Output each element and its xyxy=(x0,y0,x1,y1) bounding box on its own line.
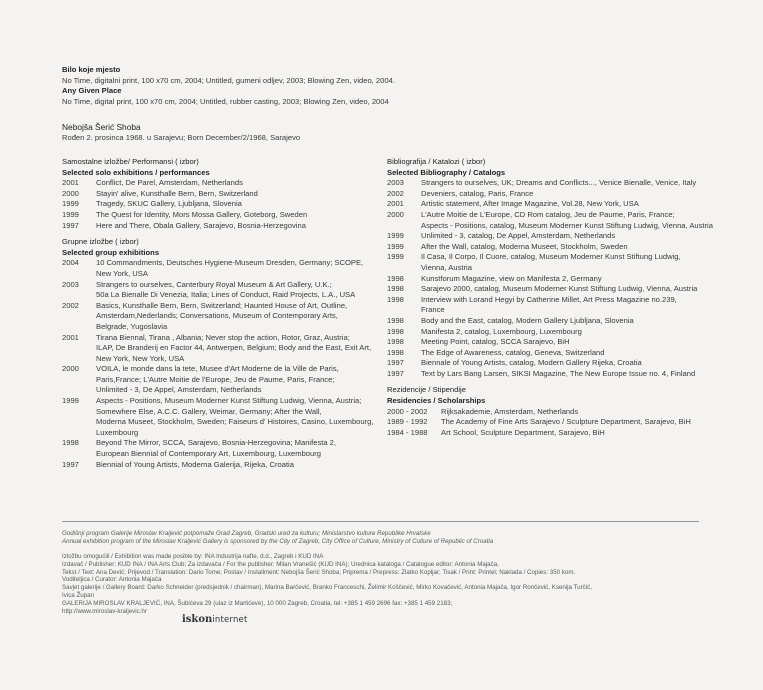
credit-line: Izložbu omogućili / Exhibition was made posible by: INA Industrija nafte, d.d., Zagreb i KUD INA xyxy=(62,553,324,560)
group-year: 2000 xyxy=(62,364,79,374)
biblio-year: 1997 xyxy=(387,358,404,368)
iskon-internet-logo xyxy=(182,614,248,625)
biblio-text: Il Casa, Il Corpo, Il Cuore, catalog, Museum Moderner Kunst Stiftung Ludwig, xyxy=(421,252,681,262)
biblio-year: 1999 xyxy=(387,252,404,262)
group-text: Tirana Biennal, Tirana , Albania; Never stop the action, Rotor, Graz, Austria; xyxy=(96,332,350,342)
residency-text: The Academy of Fine Arts Sarajevo / Sculpture Department, Sarajevo, BiH xyxy=(441,417,691,427)
group-heading-en: Selected group exhibitions xyxy=(62,247,160,257)
solo-text: Stayin' alive, Kunsthalle Bern, Bern, Switzerland xyxy=(96,188,258,198)
solo-year: 1999 xyxy=(62,209,79,219)
biblio-year: 1999 xyxy=(387,231,404,241)
credits xyxy=(62,553,592,615)
group-text-cont: New York, USA xyxy=(96,268,148,278)
biblio-row xyxy=(387,348,707,359)
group-text-cont: European Biennial of Contemporary Art, Luxembourg, Luxembourg xyxy=(96,449,321,459)
credit-line: Savjet galerije / Gallery Board: Darko Schneider (predsjednik / chairman), Marina Barčević, Branko Franceschi, Želimir Koščević, Mirko Kovačević, Antonia Majača, Igor Rončević, Ksenija Turčić, xyxy=(62,584,592,592)
residency-year: 2000 - 2002 xyxy=(387,406,428,416)
residency-year: 1984 - 1988 xyxy=(387,427,428,437)
credit-line: Ivica Župan xyxy=(62,591,94,599)
group-text-cont: ILAP, De Branderij en Factor 44, Antwerpen, Belgium; Body and the East, Exit Art, xyxy=(96,343,372,353)
biblio-text: Artistic statement, After Image Magazine, Vol.28, New York, USA xyxy=(421,199,639,209)
biblio-text: Manifesta 2, catalog, Luxembourg, Luxembourg xyxy=(421,326,582,336)
solo-text: Tragedy, SKUC Gallery, Ljubljana, Slovenia xyxy=(96,199,242,209)
biblio-text: L'Autre Moitie de L'Europe, CD Rom catalog, Jeu de Paume, Paris, France; xyxy=(421,209,675,219)
group-text: Beyond The Mirror, SCCA, Sarajevo, Bosnia-Herzegovina; Manifesta 2, xyxy=(96,438,337,448)
biblio-row xyxy=(387,369,707,380)
solo-heading-hr: Samostalne izložbe/ Performansi ( izbor) xyxy=(62,157,199,166)
biblio-text-cont: Vienna, Austria xyxy=(421,262,472,272)
group-year: 2004 xyxy=(62,258,79,268)
solo-year: 1999 xyxy=(62,199,79,209)
biblio-text: Strangers to ourselves, UK; Dreams and Conflicts..., Venice Bienalle, Venice, Italy xyxy=(421,178,697,188)
biblio-year: 1998 xyxy=(387,315,404,325)
group-row xyxy=(62,460,382,471)
artist-section xyxy=(62,122,300,143)
biblio-text: Kunstforum Magazine, view on Manifesta 2, Germany xyxy=(421,273,602,283)
biblio-text: After the Wall, catalog, Moderna Museet, Stockholm, Sweden xyxy=(421,241,628,251)
solo-text: The Quest for Identity, Mors Mossa Gallery, Goteborg, Sweden xyxy=(96,209,308,219)
solo-row xyxy=(62,199,382,210)
biblio-text: Deveniers, catalog, Paris, France xyxy=(421,188,534,198)
residency-text: Rijksakademie, Amsterdam, Netherlands xyxy=(441,406,579,416)
group-row xyxy=(62,438,382,449)
logo-sub: internet xyxy=(212,615,248,625)
group-year: 2003 xyxy=(62,279,79,289)
residency-text: Art School, Sculpture Department, Sarajevo, BiH xyxy=(441,427,605,437)
biblio-row xyxy=(387,252,707,263)
group-text: Aspects - Positions, Museum Moderner Kunst Stiftung Ludwig, Vienna, Austria; xyxy=(96,396,362,406)
solo-row xyxy=(62,210,382,221)
biblio-year: 1998 xyxy=(387,294,404,304)
group-year: 1997 xyxy=(62,459,79,469)
residency-year: 1989 - 1992 xyxy=(387,417,428,427)
biblio-row xyxy=(387,327,707,338)
group-text-cont: Moderna Museet, Stockholm, Sweden; Faiseurs d' Histoires, Casino, Luxembourg, xyxy=(96,417,374,427)
intro-section xyxy=(62,65,395,107)
biblio-list xyxy=(387,178,713,379)
group-list xyxy=(62,258,382,470)
biblio-year: 1998 xyxy=(387,284,404,294)
biblio-year: 1998 xyxy=(387,273,404,283)
biblio-row xyxy=(387,295,707,306)
solo-year: 2001 xyxy=(62,178,79,188)
group-text: Strangers to ourselves, Canterbury Royal Museum & Art Gallery, U.K.; xyxy=(96,279,332,289)
group-row xyxy=(62,333,382,344)
residencies-heading-en: Residencies / Scholarships xyxy=(387,396,486,406)
biblio-year: 1999 xyxy=(387,241,404,251)
residency-row xyxy=(387,417,707,428)
biblio-year: 1998 xyxy=(387,347,404,357)
biblio-row xyxy=(387,337,707,348)
biblio-year: 2000 xyxy=(387,209,404,219)
biblio-row xyxy=(387,316,707,327)
residency-row xyxy=(387,407,707,418)
group-text-cont: Luxembourg xyxy=(96,427,139,437)
credit-line: GALERIJA MIROSLAV KRALJEVIĆ, INA, Šubićeva 29 (ulaz iz Martićeve), 10 000 Zagreb, Croatia, tel: +385 1 459 2696 fax: +385 1 459 2183; xyxy=(62,599,453,607)
group-year: 1998 xyxy=(62,438,79,448)
group-text-cont: 50a La Bienalle Di Venezia, Italia; Lines of Conduct, Raid Projects, L.A., USA xyxy=(96,290,356,300)
intro-text-en: No Time, digital print, 100 x70 cm, 2004; Untitled, rubber casting, 2003; Blowing Zen, video, 2004 xyxy=(62,96,389,106)
group-text-cont: New York, New York, USA xyxy=(96,353,185,363)
group-row xyxy=(62,301,382,312)
biblio-row xyxy=(387,231,707,242)
group-row xyxy=(62,396,382,407)
biblio-row xyxy=(387,210,707,221)
biblio-text: Body and the East, catalog, Modern Gallery Ljubljana, Slovenia xyxy=(421,315,634,325)
group-heading-hr: Grupne izložbe ( izbor) xyxy=(62,237,139,247)
credit-line: Tekst / Text: Ana Dević; Prijevod / Translation: Dario Tome; Postav / Installment: Nebojša Šerić Shoba; Priprema / Prepress: Zlatko Kopljar; Tisak / Print: Printel; Naklada / Copies: 350 kom. xyxy=(62,568,576,576)
residency-row xyxy=(387,428,707,439)
residencies-list xyxy=(387,407,707,439)
biblio-text: Interview with Lorand Hegyi by Catherine Millet, Art Press Magazine no.239, xyxy=(421,294,677,304)
group-text: Basics, Kunsthalle Bern, Bern, Switzerland; Haunted House of Art, Outline, xyxy=(96,300,348,310)
biblio-row xyxy=(387,284,707,295)
solo-heading-en: Selected solo exhibitions / performances xyxy=(62,167,210,177)
footer-divider xyxy=(62,521,699,522)
group-text: Biennial of Young Artists, Moderna Galerija, Rijeka, Croatia xyxy=(96,459,294,469)
biblio-row xyxy=(387,242,707,253)
program-hr: Godišnji program Galerije Miroslav Kraljević potpomaže Grad Zagreb, Gradski ured za kulturu; Ministarstvo kulture Republike Hrvatske xyxy=(62,530,431,537)
credit-line: http://www.miroslav-kraljevic.hr xyxy=(62,607,147,615)
biblio-year: 1998 xyxy=(387,337,404,347)
solo-row xyxy=(62,189,382,200)
program-en: Annual exhibition program of the Miroslav Kraljević Gallery is sponsored by the City of Zagreb, City Office of Culture, Ministry of Culture of Republic of Croatia xyxy=(62,538,494,545)
group-text-cont: Unlimited - 3, De Appel, Amsterdam, Netherlands xyxy=(96,385,262,395)
biblio-heading-en: Selected Bibliography / Catalogs xyxy=(387,167,506,177)
artist-birth: Rođen 2. prosinca 1968. u Sarajevu; Born December/2/1968, Sarajevo xyxy=(62,132,301,142)
group-text-cont: Belgrade, Yugoslavia xyxy=(96,321,168,331)
group-year: 2001 xyxy=(62,332,79,342)
residencies-heading-hr: Rezidencije / Stipendije xyxy=(387,385,466,395)
logo-main: iskon xyxy=(182,614,213,625)
credit-line: Izdavač / Publisher: KUD INA / INA Arts Club; Za izdavača / For the publisher: Milan Vranešić (KUD INA); Urednica kataloga / Catalogue editor: Antonia Majača, xyxy=(62,560,499,568)
group-text-cont: Paris,France; L'Autre Moitie de l'Europe, Jeu de Paume, Paris, France; xyxy=(96,374,335,384)
biblio-row xyxy=(387,189,707,200)
biblio-text: The Edge of Awareness, catalog, Geneva, Switzerland xyxy=(421,347,605,357)
solo-year: 2000 xyxy=(62,188,79,198)
group-text: 10 Commandments, Deutsches Hygiene-Museum Dresden, Germany; SCOPE, xyxy=(96,258,364,268)
biblio-text: Text by Lars Bang Larsen, SIKSI Magazine, The New Europe Issue no. 4, Finland xyxy=(421,368,696,378)
group-text-cont: Somewhere Else, A.C.C. Gallery, Weimar, Germany; After the Wall, xyxy=(96,406,322,416)
biblio-heading-hr: Bibliografija / Katalozi ( izbor) xyxy=(387,157,486,166)
solo-row xyxy=(62,221,382,232)
biblio-row xyxy=(387,358,707,369)
intro-title-hr: Bilo koje mjesto xyxy=(62,65,121,74)
group-year: 1999 xyxy=(62,396,79,406)
biblio-text: Meeting Point, catalog, SCCA Sarajevo, BiH xyxy=(421,337,570,347)
bibliography-column xyxy=(387,157,713,438)
group-text-cont: Amsterdam,Nederlands; Conversations, Museum of Contemporary Arts, xyxy=(96,311,338,321)
solo-row xyxy=(62,178,382,189)
intro-title-en: Any Given Place xyxy=(62,86,122,96)
biblio-text: Unlimited - 3, catalog, De Appel, Amsterdam, Netherlands xyxy=(421,231,616,241)
exhibitions-column xyxy=(62,157,382,470)
biblio-row xyxy=(387,178,707,189)
credit-line: Voditeljica / Curator: Antonia Majača xyxy=(62,576,162,584)
biblio-year: 2002 xyxy=(387,188,404,198)
group-row xyxy=(62,258,382,269)
group-row xyxy=(62,364,382,375)
biblio-text-cont: France xyxy=(421,305,445,315)
solo-year: 1997 xyxy=(62,220,79,230)
group-text: VOILA, le monde dans la tete, Musee d'Art Moderne de la Ville de Paris, xyxy=(96,364,339,374)
group-row xyxy=(62,280,382,291)
biblio-text: Sarajevo 2000, catalog, Museum Moderner Kunst Stiftung Ludwig, Vienna, Austria xyxy=(421,284,698,294)
biblio-text-cont: Aspects - Positions, catalog, Museum Moderner Kunst Stiftung Ludwig, Vienna, Austria xyxy=(421,220,713,230)
biblio-row xyxy=(387,199,707,210)
biblio-year: 1998 xyxy=(387,326,404,336)
solo-text: Here and There, Obala Gallery, Sarajevo, Bosnia-Herzegovina xyxy=(96,220,306,230)
solo-text: Conflict, De Parel, Amsterdam, Netherlands xyxy=(96,178,243,188)
biblio-year: 2003 xyxy=(387,178,404,188)
biblio-row xyxy=(387,274,707,285)
solo-list xyxy=(62,178,382,231)
biblio-year: 1997 xyxy=(387,368,404,378)
biblio-text: Biennale of Young Artists, catalog, Modern Gallery Rijeka, Croatia xyxy=(421,358,642,368)
biblio-year: 2001 xyxy=(387,199,404,209)
artist-name: Nebojša Šerić Shoba xyxy=(62,122,141,132)
group-year: 2002 xyxy=(62,300,79,310)
intro-text-hr: No Time, digitalni print, 100 x70 cm, 2004; Untitled, gumeni odljev, 2003; Blowing Zen, video, 2004. xyxy=(62,75,395,85)
